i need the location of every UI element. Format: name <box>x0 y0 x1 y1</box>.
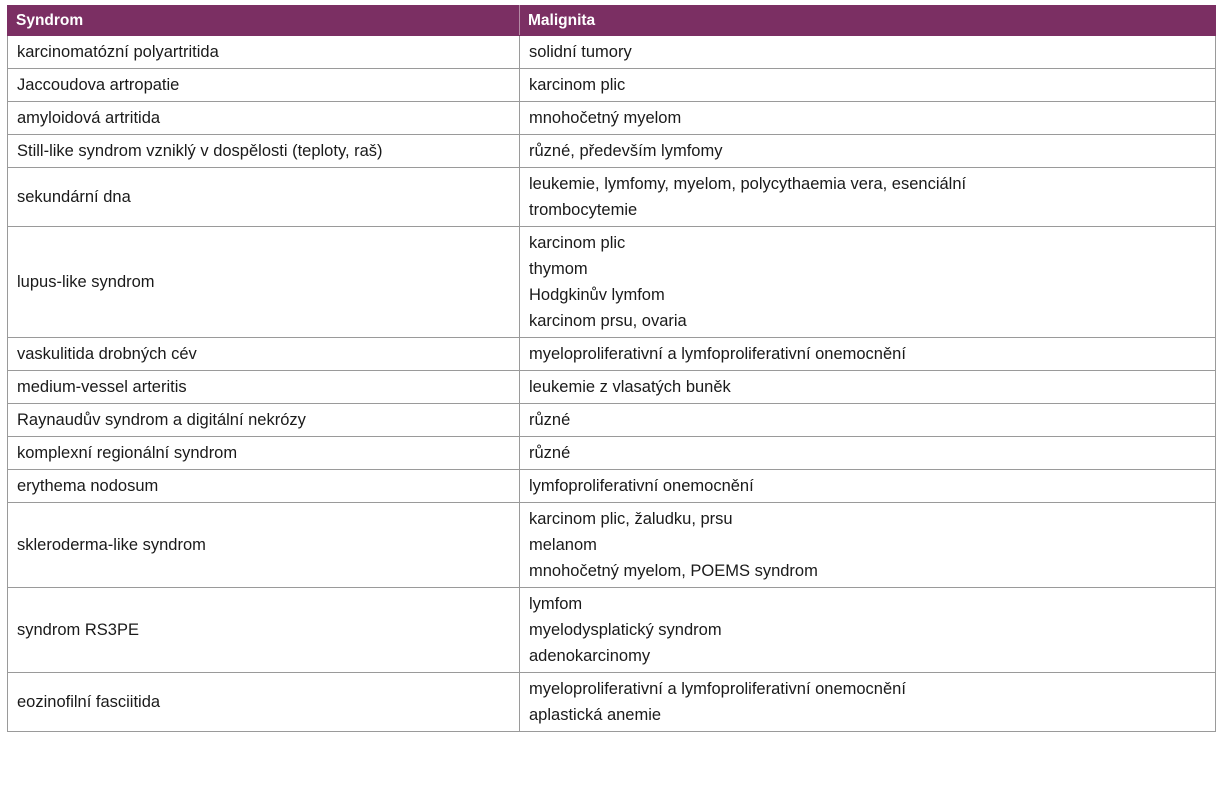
table-row <box>8 36 1216 69</box>
malignita-line: aplastická anemie <box>529 706 662 724</box>
malignita-line: leukemie z vlasatých buněk <box>529 378 731 396</box>
malignita-line: leukemie, lymfomy, myelom, polycythaemia vera, esenciální <box>529 175 967 193</box>
cell-syndrom: vaskulitida drobných cév <box>8 338 520 371</box>
table-row <box>8 503 1216 588</box>
malignita-line: melanom <box>529 536 597 554</box>
malignita-line: myeloproliferativní a lymfoproliferativní onemocnění <box>529 345 906 363</box>
malignita-line: lymfom <box>529 595 583 613</box>
table-row <box>8 227 1216 338</box>
cell-syndrom: karcinomatózní polyartritida <box>8 36 520 69</box>
cell-malignita <box>520 102 1216 135</box>
cell-malignita <box>520 470 1216 503</box>
malignita-line: různé <box>529 411 571 429</box>
cell-malignita <box>520 588 1216 673</box>
cell-syndrom: eozinofilní fasciitida <box>8 673 520 732</box>
malignita-line: trombocytemie <box>529 201 638 219</box>
column-header-malignita: Malignita <box>520 6 1216 36</box>
table-container <box>7 5 1215 732</box>
malignita-line: různé <box>529 444 571 462</box>
malignita-line: karcinom plic, žaludku, prsu <box>529 510 733 528</box>
malignita-line: karcinom plic <box>529 76 626 94</box>
malignita-line: mnohočetný myelom, POEMS syndrom <box>529 562 818 580</box>
malignita-line: lymfoproliferativní onemocnění <box>529 477 754 495</box>
cell-malignita <box>520 371 1216 404</box>
cell-syndrom: sekundární dna <box>8 168 520 227</box>
syndrom-malignita-table <box>7 5 1216 732</box>
cell-malignita <box>520 338 1216 371</box>
cell-malignita <box>520 36 1216 69</box>
cell-syndrom: erythema nodosum <box>8 470 520 503</box>
table-row <box>8 588 1216 673</box>
cell-syndrom: Raynaudův syndrom a digitální nekrózy <box>8 404 520 437</box>
cell-syndrom: komplexní regionální syndrom <box>8 437 520 470</box>
malignita-line: adenokarcinomy <box>529 647 651 665</box>
cell-malignita <box>520 437 1216 470</box>
cell-syndrom: amyloidová artritida <box>8 102 520 135</box>
table-row <box>8 135 1216 168</box>
cell-syndrom: lupus-like syndrom <box>8 227 520 338</box>
cell-syndrom: skleroderma-like syndrom <box>8 503 520 588</box>
malignita-line: Hodgkinův lymfom <box>529 286 665 304</box>
malignita-line: myelodysplatický syndrom <box>529 621 722 639</box>
table-body <box>8 36 1216 732</box>
cell-syndrom: Still-like syndrom vzniklý v dospělosti (teploty, raš) <box>8 135 520 168</box>
malignita-line: solidní tumory <box>529 43 632 61</box>
cell-syndrom: Jaccoudova artropatie <box>8 69 520 102</box>
table-row <box>8 470 1216 503</box>
table-row <box>8 168 1216 227</box>
column-header-syndrom: Syndrom <box>8 6 520 36</box>
cell-malignita <box>520 404 1216 437</box>
cell-malignita <box>520 227 1216 338</box>
table-row <box>8 371 1216 404</box>
cell-malignita <box>520 135 1216 168</box>
malignita-line: thymom <box>529 260 588 278</box>
cell-syndrom: syndrom RS3PE <box>8 588 520 673</box>
cell-malignita <box>520 168 1216 227</box>
malignita-line: karcinom prsu, ovaria <box>529 312 687 330</box>
cell-syndrom: medium-vessel arteritis <box>8 371 520 404</box>
table-row <box>8 673 1216 732</box>
table-row <box>8 102 1216 135</box>
table-header-row <box>8 6 1216 36</box>
table-row <box>8 69 1216 102</box>
malignita-line: různé, především lymfomy <box>529 142 723 160</box>
malignita-line: karcinom plic <box>529 234 626 252</box>
cell-malignita <box>520 69 1216 102</box>
malignita-line: mnohočetný myelom <box>529 109 682 127</box>
cell-malignita <box>520 673 1216 732</box>
table-row <box>8 338 1216 371</box>
malignita-line: myeloproliferativní a lymfoproliferativní onemocnění <box>529 680 906 698</box>
cell-malignita <box>520 503 1216 588</box>
table-row <box>8 437 1216 470</box>
table-row <box>8 404 1216 437</box>
